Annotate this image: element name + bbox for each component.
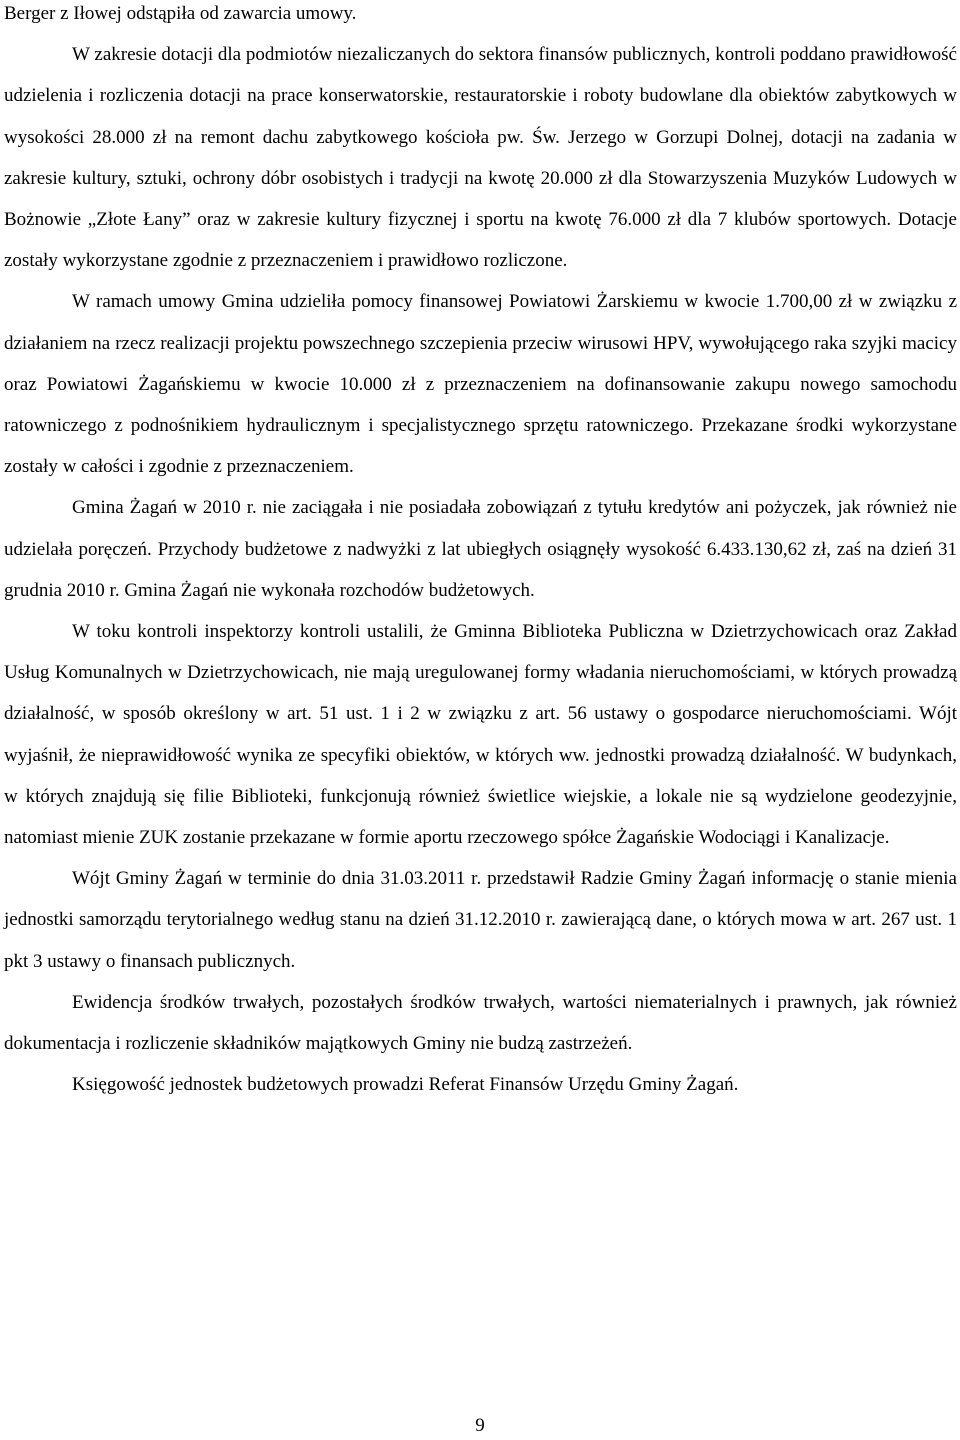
paragraph-loans: Gmina Żagań w 2010 r. nie zaciągała i nie posiadała zobowiązań z tytułu kredytów ani pożyczek, jak również nie udzielała poręczeń. Przychody budżetowe z nadwyżki z lat ubiegłych osiągnęły wysokość 6.433.130,62 zł, zaś na dzień 31 grudnia 2010 r. Gmina Żagań nie wykonała rozchodów budżetowych. xyxy=(4,497,957,601)
paragraph-financial-aid: W ramach umowy Gmina udzieliła pomocy finansowej Powiatowi Żarskiemu w kwocie 1.700,00 zł w związku z działaniem na rzecz realizacji projektu powszechnego szczepienia przeciw wirusowi HPV, wywołującego raka szyjki macicy oraz Powiatowi Żagańskiemu w kwocie 10.000 zł z przeznaczeniem na dofinansowanie zakupu nowego samochodu ratowniczego z podnośnikiem hydraulicznym i specjalistycznego sprzętu ratowniczego. Przekazane środki wykorzystane zostały w całości i zgodnie z przeznaczeniem. xyxy=(4,291,957,478)
document-body xyxy=(4,0,957,1105)
paragraph-accounting: Księgowość jednostek budżetowych prowadzi Referat Finansów Urzędu Gminy Żagań. xyxy=(72,1074,739,1096)
page-number: 9 xyxy=(475,1415,485,1436)
paragraph-contract-withdrawal: Berger z Iłowej odstąpiła od zawarcia umowy. xyxy=(4,3,357,24)
paragraph-fixed-assets: Ewidencja środków trwałych, pozostałych środków trwałych, wartości niematerialnych i prawnych, jak również dokumentacja i rozliczenie składników majątkowych Gminy nie budzą zastrzeżeń. xyxy=(4,991,957,1055)
paragraph-property-findings: W toku kontroli inspektorzy kontroli ustalili, że Gminna Biblioteka Publiczna w Dzietrzychowicach oraz Zakład Usług Komunalnych w Dzietrzychowicach, nie mają uregulowanej formy władania nieruchomościami, w których prowadzą działalność, w sposób określony w art. 51 ust. 1 i 2 w związku z art. 56 ustawy o gospodarce nieruchomościami. Wójt wyjaśnił, że nieprawidłowość wynika ze specyfiki obiektów, w których ww. jednostki prowadzą działalność. W budynkach, w których znajdują się filie Biblioteki, funkcjonują również świetlice wiejskie, a lokale nie są wydzielone geodezyjnie, natomiast mienie ZUK zostanie przekazane w formie aportu rzeczowego spółce Żagańskie Wodociągi i Kanalizacje. xyxy=(4,621,957,849)
paragraph-property-report: Wójt Gminy Żagań w terminie do dnia 31.03.2011 r. przedstawił Radzie Gminy Żagań informację o stanie mienia jednostki samorządu terytorialnego według stanu na dzień 31.12.2010 r. zawierającą dane, o których mowa w art. 267 ust. 1 pkt 3 ustawy o finansach publicznych. xyxy=(4,868,957,972)
paragraph-subsidies: W zakresie dotacji dla podmiotów niezaliczanych do sektora finansów publicznych, kontroli poddano prawidłowość udzielenia i rozliczenia dotacji na prace konserwatorskie, restauratorskie i roboty budowlane dla obiektów zabytkowych w wysokości 28.000 zł na remont dachu zabytkowego kościoła pw. Św. Jerzego w Gorzupi Dolnej, dotacji na zadania w zakresie kultury, sztuki, ochrony dóbr osobistych i tradycji na kwotę 20.000 zł dla Stowarzyszenia Muzyków Ludowych w Bożnowie „Złote Łany” oraz w zakresie kultury fizycznej i sportu na kwotę 76.000 zł dla 7 klubów sportowych. Dotacje zostały wykorzystane zgodnie z przeznaczeniem i prawidłowo rozliczone. xyxy=(4,44,957,272)
